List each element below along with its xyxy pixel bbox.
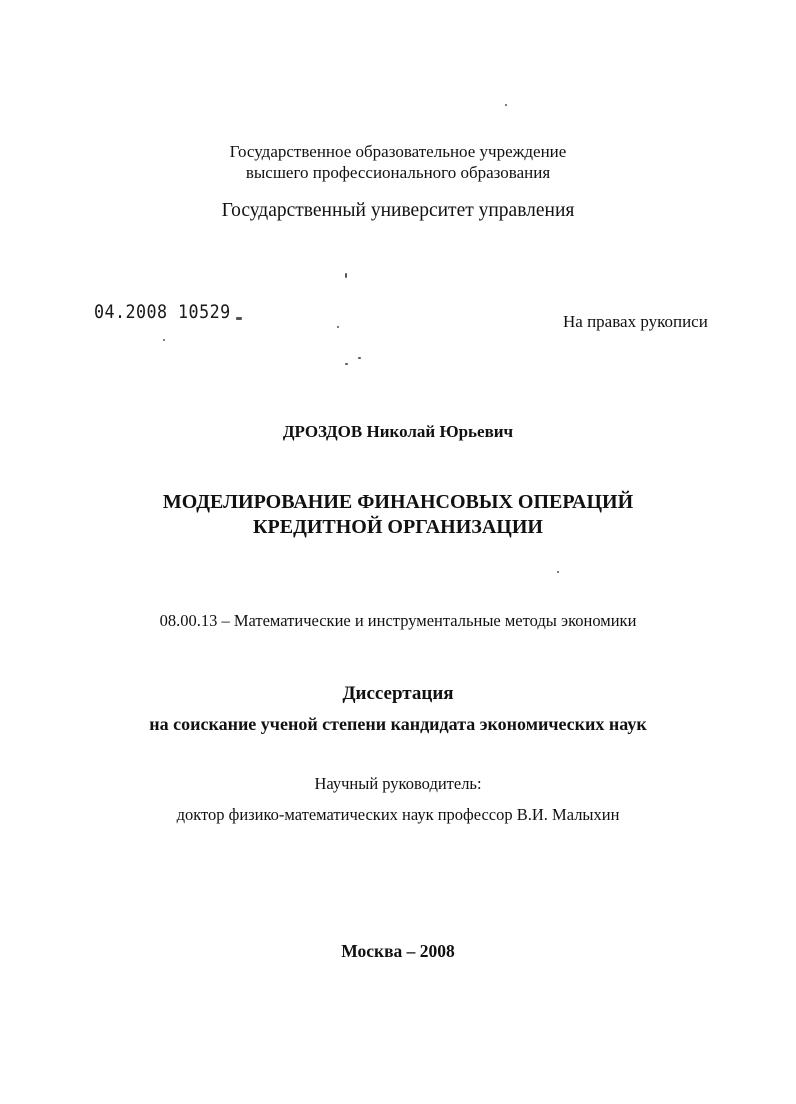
scan-speck: [345, 273, 347, 278]
scan-speck: [358, 357, 361, 359]
dissertation-title-line-1: МОДЕЛИРОВАНИЕ ФИНАНСОВЫХ ОПЕРАЦИЙ: [162, 491, 634, 513]
library-code: 04.2008 10529: [94, 301, 231, 323]
scan-speck: [345, 363, 348, 365]
author-name: ДРОЗДОВ Николай Юрьевич: [282, 422, 514, 441]
scan-speck: [337, 326, 339, 328]
institution-line-2: высшего профессионального образования: [245, 163, 551, 182]
institution-line-1: Государственное образовательное учреждение: [229, 142, 567, 161]
specialty-code: 08.00.13 – Математические и инструментальные методы экономики: [159, 611, 637, 630]
supervisor-label: Научный руководитель:: [314, 774, 482, 793]
rights-note: На правах рукописи: [563, 312, 708, 331]
city-year: Москва – 2008: [341, 941, 455, 961]
dissertation-heading: Диссертация: [342, 683, 454, 704]
stamp-dash: [236, 317, 242, 320]
supervisor-name: доктор физико-математических наук профессор В.И. Малыхин: [176, 805, 620, 824]
scan-speck: [505, 104, 507, 106]
scan-speck: [163, 339, 165, 341]
library-stamp: [94, 301, 231, 323]
dissertation-subheading: на соискание ученой степени кандидата экономических наук: [149, 714, 647, 734]
university-name: Государственный университет управления: [221, 200, 575, 221]
dissertation-title-line-2: КРЕДИТНОЙ ОРГАНИЗАЦИИ: [253, 516, 543, 538]
scan-speck: [557, 571, 559, 573]
